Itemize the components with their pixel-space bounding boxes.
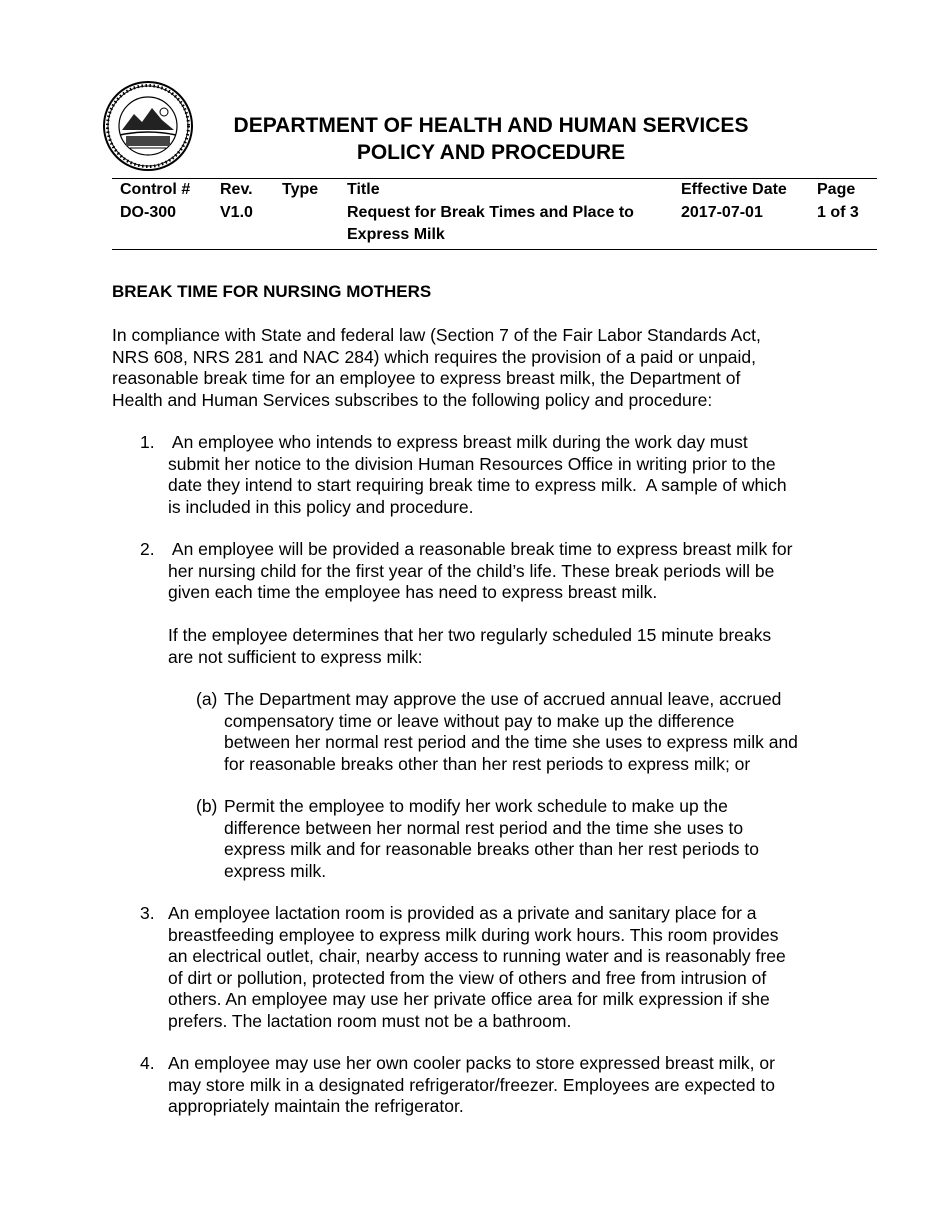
rev-value: V1.0 <box>220 204 253 221</box>
text-line: If the employee determines that her two regularly scheduled 15 minute breaks <box>168 625 772 645</box>
text-line: reasonable break time for an employee to express breast milk, the Department of <box>112 368 741 388</box>
effective-date-header: Effective Date <box>681 181 787 198</box>
control-value: DO-300 <box>120 204 177 221</box>
effective-date-value: 2017-07-01 <box>681 204 763 221</box>
title-header: Title <box>347 181 380 198</box>
type-header: Type <box>282 181 319 198</box>
text-line: Health and Human Services subscribes to the following policy and procedure: <box>112 389 713 410</box>
policy-metadata-table <box>112 178 877 250</box>
text-line: An employee who intends to express breast milk during the work day must <box>168 432 748 452</box>
text-line: express milk and for reasonable breaks other than her rest periods to <box>224 839 760 859</box>
department-name: DEPARTMENT OF HEALTH AND HUMAN SERVICES <box>233 114 749 137</box>
text-line: breastfeeding employee to express milk during work hours. This room provides <box>168 924 779 945</box>
text-line: In compliance with State and federal law (Section 7 of the Fair Labor Standards Act, <box>112 325 761 345</box>
text-line: between her normal rest period and the time she uses to express milk and <box>224 732 798 752</box>
text-line: of dirt or pollution, protected from the view of others and free from intrusion of <box>168 967 767 988</box>
text-line: for reasonable breaks other than her rest periods to express milk; or <box>224 753 751 774</box>
text-line: An employee lactation room is provided as a private and sanitary place for a <box>168 903 757 923</box>
text-line: given each time the employee has need to express breast milk. <box>168 582 658 602</box>
title-line: Request for Break Times and Place to <box>347 204 634 221</box>
text-line: submit her notice to the division Human Resources Office in writing prior to the <box>168 453 776 474</box>
intro-paragraph <box>112 325 852 411</box>
document-header <box>205 112 777 166</box>
text-line: an electrical outlet, chair, nearby access to running water and is reasonably free <box>168 946 786 966</box>
section-heading: BREAK TIME FOR NURSING MOTHERS <box>112 282 432 301</box>
state-seal-icon <box>100 80 196 172</box>
text-line: The Department may approve the use of accrued annual leave, accrued <box>224 689 782 709</box>
title-line: Express Milk <box>347 226 445 243</box>
text-line: her nursing child for the first year of the child’s life. These break periods will be <box>168 560 775 581</box>
text-line: compensatory time or leave without pay to make up the difference <box>224 710 735 731</box>
document-type: POLICY AND PROCEDURE <box>356 141 626 164</box>
text-line: prefers. The lactation room must not be a bathroom. <box>168 1010 572 1031</box>
text-line: An employee may use her own cooler packs to store expressed breast milk, or <box>168 1053 775 1073</box>
text-line: difference between her normal rest period and the time she uses to <box>224 817 744 838</box>
sub-item-label: (b) <box>196 796 218 816</box>
list-number: 1. <box>140 432 155 452</box>
rev-header: Rev. <box>220 181 253 198</box>
item-2-paragraph <box>168 625 848 668</box>
page-header: Page <box>817 181 856 198</box>
list-number: 2. <box>140 539 155 559</box>
list-number: 3. <box>140 903 155 923</box>
text-line: are not sufficient to express milk: <box>168 646 423 667</box>
text-line: express milk. <box>224 860 327 881</box>
text-line: may store milk in a designated refrigerator/freezer. Employees are expected to <box>168 1074 775 1095</box>
text-line: Permit the employee to modify her work schedule to make up the <box>224 796 728 816</box>
text-line: An employee will be provided a reasonable break time to express breast milk for <box>168 539 793 559</box>
text-line: others. An employee may use her private office area for milk expression if she <box>168 989 770 1009</box>
page-value: 1 of 3 <box>817 204 859 221</box>
title-value <box>347 202 677 246</box>
text-line: NRS 608, NRS 281 and NAC 284) which requires the provision of a paid or unpaid, <box>112 346 756 367</box>
text-line: date they intend to start requiring break time to express milk. A sample of which <box>168 475 787 495</box>
control-header: Control # <box>120 181 191 198</box>
sub-item-label: (a) <box>196 689 218 709</box>
text-line: appropriately maintain the refrigerator. <box>168 1096 464 1116</box>
text-line: is included in this policy and procedure. <box>168 496 474 517</box>
list-number: 4. <box>140 1053 155 1073</box>
